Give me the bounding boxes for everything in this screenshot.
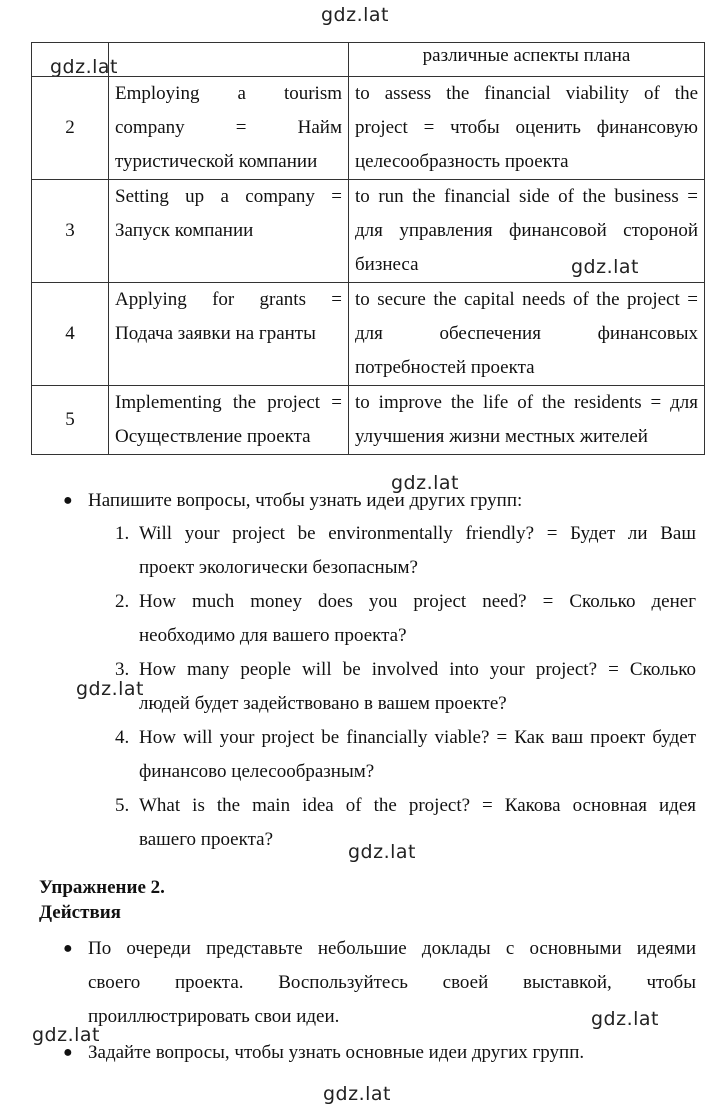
list-item: 5. What is the main idea of the project? = Какова основная идея вашего проекта? — [115, 795, 696, 850]
watermark-top: gdz.lat — [321, 4, 390, 26]
questions-list — [115, 517, 696, 857]
table-cell-left — [109, 43, 349, 77]
exercise-title: Упражнение 2. — [39, 877, 165, 898]
watermark-below-table: gdz.lat — [391, 472, 460, 494]
bullet-icon: ● — [63, 1044, 73, 1061]
list-item: 1. Will your project be environmentally friendly? = Будет ли Ваш проект экологически безопасным? — [115, 523, 696, 578]
list-item: 2. How much money does you project need? = Сколько денег необходимо для вашего проекта? — [115, 591, 696, 646]
table-cell-right: to secure the capital needs of the project = для обеспечения финансовых потребностей проекта — [349, 283, 705, 386]
table-row — [32, 283, 705, 386]
list-item: 4. How will your project be financially viable? = Как ваш проект будет финансово целесообразным? — [115, 727, 696, 782]
header-aspects-text: различные аспекты плана — [422, 45, 631, 66]
bullet-icon: ● — [63, 492, 73, 509]
table-cell-left: Setting up a company = Запуск компании — [109, 180, 349, 283]
exercise-subtitle: Действия — [39, 902, 121, 923]
watermark-lower-right: gdz.lat — [591, 1008, 660, 1030]
table-row — [32, 43, 705, 77]
watermark-left-mid: gdz.lat — [76, 678, 145, 700]
table-cell-num: 4 — [32, 283, 109, 386]
table-cell-right: to assess the financial viability of the project = чтобы оценить финансовую целесообразность проекта — [349, 77, 705, 180]
table-row — [32, 77, 705, 180]
plan-table — [31, 42, 705, 455]
bullet-icon: ● — [63, 940, 73, 957]
table-cell-num: 5 — [32, 386, 109, 455]
table-cell-num: 2 — [32, 77, 109, 180]
table-cell-right — [349, 43, 705, 77]
table-cell-num — [32, 43, 109, 77]
watermark-bottom: gdz.lat — [323, 1083, 392, 1105]
table-cell-left: Applying for grants = Подача заявки на гранты — [109, 283, 349, 386]
table-row — [32, 386, 705, 455]
table-cell-left: Implementing the project = Осуществление проекта — [109, 386, 349, 455]
table-cell-right: to improve the life of the residents = для улучшения жизни местных жителей — [349, 386, 705, 455]
table-cell-right: to run the financial side of the business = для управления финансовой стороной бизнеса — [349, 180, 705, 283]
watermark-after-questions: gdz.lat — [348, 841, 417, 863]
list-item: 3. How many people will be involved into your project? = Сколько людей будет задействовано в вашем проекте? — [115, 659, 696, 714]
table-cell-num: 3 — [32, 180, 109, 283]
table-cell-left: Employing a tourism company = Найм туристической компании — [109, 77, 349, 180]
watermark-table-top-left: gdz.lat — [50, 56, 119, 78]
table-row — [32, 180, 705, 283]
watermark-lower-left: gdz.lat — [32, 1024, 101, 1046]
watermark-table-mid: gdz.lat — [571, 256, 640, 278]
